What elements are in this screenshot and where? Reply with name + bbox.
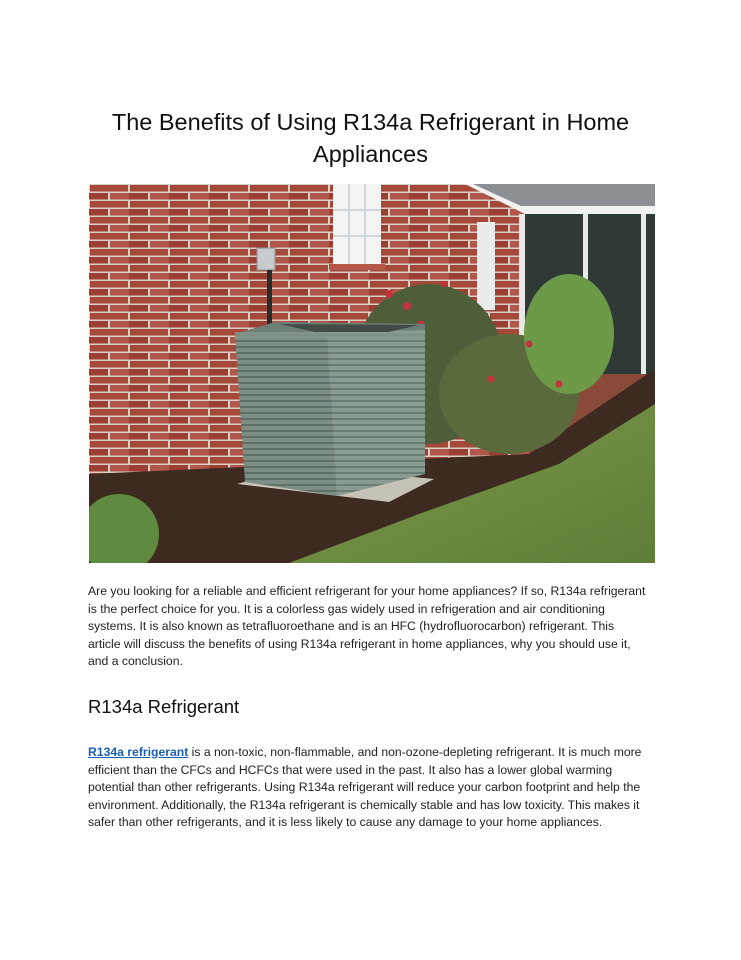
hero-image <box>89 184 655 563</box>
section-paragraph <box>88 744 648 832</box>
intro-paragraph: Are you looking for a reliable and efficient refrigerant for your home appliances? If so, R134a refrigerant is the perfect choice for you. It is a colorless gas widely used in refrigeration and air conditioning systems. It is also known as tetrafluoroethane and is an HFC (hydrofluorocarbon) refrigerant. This article will discuss the benefits of using R134a refrigerant in home appliances, why you should use it, and a conclusion. <box>88 584 646 669</box>
ac-unit-photo <box>89 184 655 563</box>
r134a-refrigerant-link[interactable]: R134a refrigerant <box>88 745 189 759</box>
section-heading: R134a Refrigerant <box>88 696 240 717</box>
section-body-text: is a non-toxic, non-flammable, and non-ozone-depleting refrigerant. It is much more efficient than the CFCs and HCFCs that were used in the past. It also has a lower global warming potential than other refrigerants. Using R134a refrigerant will reduce your carbon footprint and help the environment. Additionally, the R134a refrigerant is chemically stable and has low toxicity. This makes it safer than other refrigerants, and it is less likely to cause any damage to your home appliances. <box>88 745 642 830</box>
page-title: The Benefits of Using R134a Refrigerant in Home Appliances <box>111 109 630 167</box>
